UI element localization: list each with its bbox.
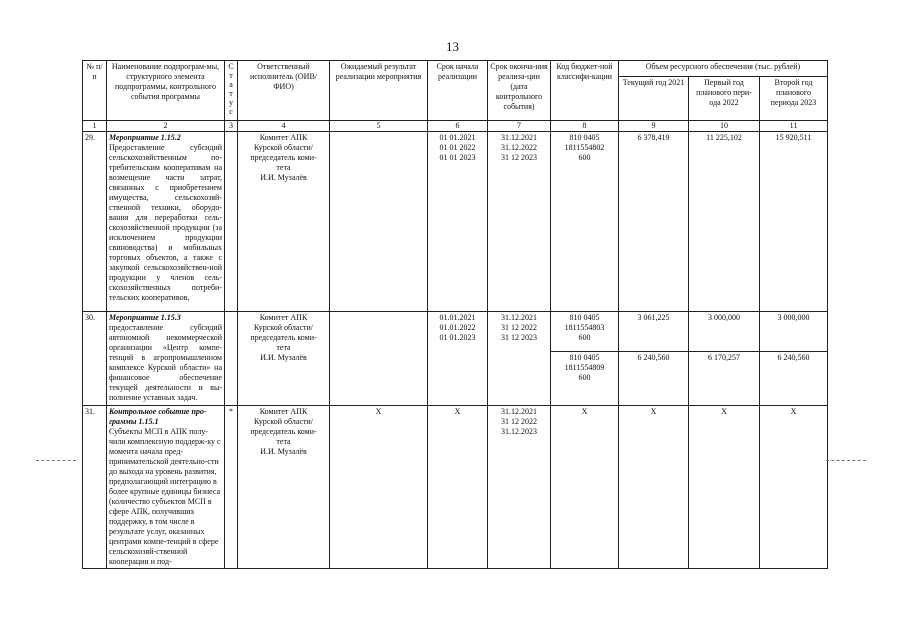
header-result: Ожидаемый результат реализации мероприятия — [330, 61, 428, 121]
row-name — [107, 132, 225, 312]
row-title: Мероприятие 1.15.3 — [109, 313, 181, 322]
row-code: 810 0405 1811554803 600 — [551, 312, 619, 352]
table-row — [83, 132, 828, 312]
row-2022: 3 000,000 — [689, 312, 760, 352]
row-result — [330, 312, 428, 406]
row-2021: 6 240,560 — [619, 352, 689, 406]
row-start: 01.01.2021 01.01.2022 01 01.2023 — [428, 312, 488, 406]
row-2023: 15 920,511 — [760, 132, 828, 312]
row-end: 31.12.2021 31 12 2022 31.12.2023 — [488, 406, 551, 569]
header-status: С т а т у с — [225, 61, 238, 121]
row-2023: 6 240,560 — [760, 352, 828, 406]
row-status: * — [225, 406, 238, 569]
header-2023: Второй год планового периода 2023 — [760, 77, 828, 121]
col-number: 7 — [488, 121, 551, 132]
row-result: Х — [330, 406, 428, 569]
row-end: 31.12.2021 31 12 2022 31 12 2023 — [488, 312, 551, 406]
col-number: 4 — [238, 121, 330, 132]
row-name — [107, 406, 225, 569]
row-start: 01 01.2021 01 01 2022 01 01 2023 — [428, 132, 488, 312]
row-num: 31. — [83, 406, 107, 569]
row-result — [330, 132, 428, 312]
row-2022: 11 225,102 — [689, 132, 760, 312]
header-2022: Первый год планового пери-ода 2022 — [689, 77, 760, 121]
row-num: 29. — [83, 132, 107, 312]
col-number: 11 — [760, 121, 828, 132]
row-status — [225, 312, 238, 406]
row-2023: Х — [760, 406, 828, 569]
row-num: 30. — [83, 312, 107, 406]
scan-mark — [826, 460, 866, 461]
row-start: Х — [428, 406, 488, 569]
row-description: Субъекты МСП в АПК полу-чили комплексную поддерж-ку с момента начала пред-принимательской деятельно-сти до выхода на уровень развития, предполагающий интеграцию в более крупные единицы бизнеса (количество субъектов МСП в сфере АПК, получивших поддержку, в том числе в результате услуг, оказанных центрами компе-тенций в сфере сельскохозяй-ственной кооперации и под- — [109, 427, 221, 566]
row-executor: Комитет АПК Курской области/ председатель коми- тета И.И. Музалёв — [238, 312, 330, 406]
row-description: предоставление субсидий автономной некоммерческой организации «Центр компе-тенций в агропромышленном комплексе Курской области» на финансовое обеспечение текущей деятельности и вы-полнение уставных задач. — [109, 323, 222, 402]
scan-mark — [36, 460, 76, 461]
program-table — [82, 60, 828, 569]
header-name: Наименование подпрограм-мы, структурного элемента подпрограммы, контрольного события программы — [107, 61, 225, 121]
row-description: Предоставление субсидий сельскохозяйственным по-требительским кооперативам на возмещение части затрат, связанных с приобретением имущества, сельскохозяй-ственной техники, оборудо-вания для переработки сель-скохозяйственной продукции (за исключением продукции свиноводства) и мобильных торговых объектов, а также с закупкой сельскохозяйствен-ной продукции у членов сель-скохозяйственных потреби-тельских кооперативов, — [109, 143, 222, 302]
header-resources: Объем ресурсного обеспечения (тыс. рублей) — [619, 61, 828, 77]
row-2021: 3 061,225 — [619, 312, 689, 352]
row-2023: 3 000,000 — [760, 312, 828, 352]
page-number: 13 — [446, 39, 459, 54]
col-number: 5 — [330, 121, 428, 132]
table-row — [83, 406, 828, 569]
col-number: 10 — [689, 121, 760, 132]
col-number: 2 — [107, 121, 225, 132]
header-end: Срок оконча-ния реализа-ции (дата контрольного события) — [488, 61, 551, 121]
row-2022: Х — [689, 406, 760, 569]
row-2022: 6 170,257 — [689, 352, 760, 406]
header-executor: Ответственный исполнитель (ОИВ/ФИО) — [238, 61, 330, 121]
row-executor: Комитет АПК Курской области/ председатель коми- тета И.И. Музалёв — [238, 406, 330, 569]
header-code: Код бюджет-ной классифи-кации — [551, 61, 619, 121]
header-num: № п/п — [83, 61, 107, 121]
row-executor: Комитет АПК Курской области/ председатель коми- тета И.И. Музалёв — [238, 132, 330, 312]
row-2021: 6 378,419 — [619, 132, 689, 312]
row-status — [225, 132, 238, 312]
row-name — [107, 312, 225, 406]
row-code: Х — [551, 406, 619, 569]
table-row — [83, 312, 828, 352]
row-title: Контрольное событие про-граммы 1.15.1 — [109, 407, 207, 426]
row-2021: Х — [619, 406, 689, 569]
header-2021: Текущий год 2021 — [619, 77, 689, 121]
row-title: Мероприятие 1.15.2 — [109, 133, 181, 142]
col-number: 9 — [619, 121, 689, 132]
row-code: 810 0405 1811554809 600 — [551, 352, 619, 406]
col-number: 6 — [428, 121, 488, 132]
header-start: Срок начала реализации — [428, 61, 488, 121]
row-end: 31.12.2021 31.12.2022 31 12 2023 — [488, 132, 551, 312]
col-number: 1 — [83, 121, 107, 132]
row-code: 810 0405 1811554802 600 — [551, 132, 619, 312]
col-number: 3 — [225, 121, 238, 132]
col-number: 8 — [551, 121, 619, 132]
